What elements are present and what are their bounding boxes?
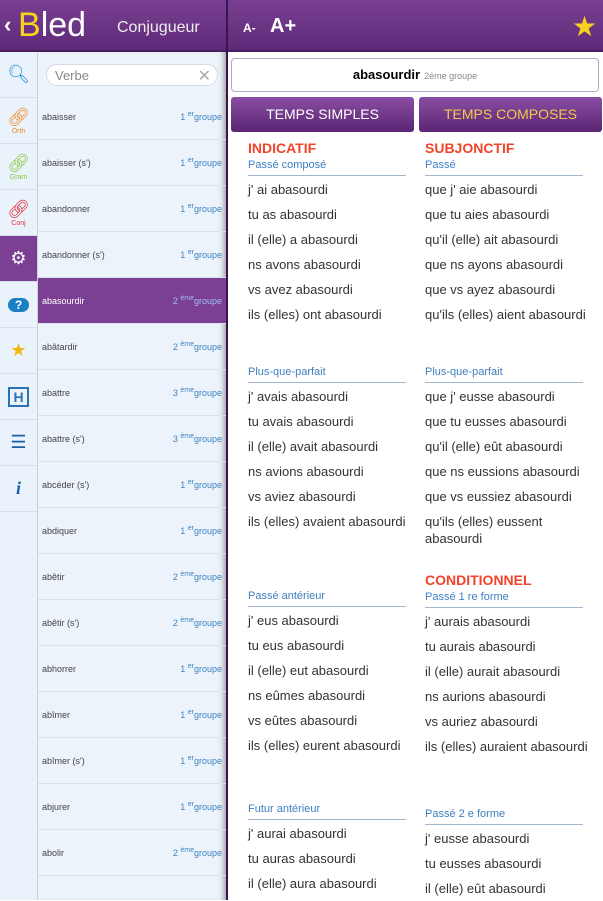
conjugation-line: tu eusses abasourdi	[425, 856, 542, 871]
verb-list-item[interactable]	[38, 416, 226, 462]
verb-group: 3 $^{ème}$groupe	[172, 387, 222, 398]
side-rail	[0, 52, 38, 900]
cloud-help-icon: ?	[8, 298, 29, 312]
conjugation-line: ns avions abasourdi	[248, 464, 364, 479]
conjugation-line: ns aurions abasourdi	[425, 689, 546, 704]
app-logo: Bled	[18, 6, 87, 44]
conjugation-line: ils (elles) ont abasourdi	[248, 307, 382, 322]
rail-favorites[interactable]	[0, 328, 37, 374]
verb-group: 1 $^{er}$groupe	[180, 479, 222, 490]
verb-group: 1 $^{er}$groupe	[180, 663, 222, 674]
conjugation-line: que ns ayons abasourdi	[425, 257, 564, 272]
verb-name: abêtir	[42, 571, 65, 582]
verb-list-item[interactable]	[38, 692, 226, 738]
verb-list-item[interactable]	[38, 600, 226, 646]
tense-section	[425, 808, 590, 901]
conjugation-line: tu aurais abasourdi	[425, 639, 536, 654]
clear-icon[interactable]: ✕	[197, 68, 211, 85]
info-icon: i	[15, 478, 21, 498]
verb-name: abattre	[42, 387, 71, 398]
verb-list-item[interactable]	[38, 324, 226, 370]
conjugation-line: qu'ils (elles) aient abasourdi	[425, 307, 586, 322]
conjugation-line: j' eusse abasourdi	[425, 831, 530, 846]
verb-group: 1 $^{er}$groupe	[180, 111, 222, 122]
verb-name: abolir	[42, 847, 65, 858]
increase-font-button[interactable]: A+	[270, 15, 297, 37]
link-icon: 🔗︎	[7, 152, 30, 173]
conjugation-line: que j' eusse abasourdi	[425, 389, 555, 404]
verb-name: abcéder (s')	[42, 479, 90, 490]
conjugation-line: ns eûmes abasourdi	[248, 688, 366, 703]
tense-label: Passé composé	[248, 159, 406, 176]
link-icon: 🔗︎	[7, 198, 30, 219]
tense-section	[248, 366, 413, 534]
app-title: Conjugueur	[117, 19, 200, 36]
verb-list-item[interactable]	[38, 94, 226, 140]
star-icon: ★	[10, 340, 27, 360]
verb-group: 1 $^{er}$groupe	[180, 525, 222, 536]
conjugation-line: vs aviez abasourdi	[248, 489, 356, 504]
pane-divider	[226, 0, 228, 900]
conjugation-line: j' aurai abasourdi	[248, 826, 347, 841]
verb-list-item[interactable]	[38, 278, 226, 324]
verb-name: abâtardir	[42, 341, 78, 352]
verb-group: 3 $^{ème}$groupe	[172, 433, 222, 444]
verb-list-item[interactable]	[38, 554, 226, 600]
tense-section	[425, 572, 590, 759]
h-icon: H	[8, 387, 28, 407]
rail-orth[interactable]: 🔗︎ Orth	[0, 98, 37, 144]
verb-name: abandonner	[42, 203, 91, 214]
tense-label: Plus-que-parfait	[425, 366, 583, 383]
verb-search-input[interactable]: Verbe ✕	[46, 64, 218, 86]
gears-icon: ⚙	[10, 248, 27, 268]
verb-group: 1 $^{er}$groupe	[180, 249, 222, 260]
decrease-font-button[interactable]: A-	[243, 21, 256, 35]
conjugation-line: ils (elles) eurent abasourdi	[248, 738, 401, 753]
conjugation-line: que tu aies abasourdi	[425, 207, 550, 222]
verb-list-item[interactable]	[38, 646, 226, 692]
verb-name: abêtir (s')	[42, 617, 80, 628]
verb-list-item[interactable]	[38, 140, 226, 186]
verb-name: abattre (s')	[42, 433, 85, 444]
verb-group: 1 $^{er}$groupe	[180, 801, 222, 812]
conjugation-line: que tu eusses abasourdi	[425, 414, 567, 429]
conjugation-line: ils (elles) auraient abasourdi	[425, 739, 588, 754]
verb-list-item[interactable]	[38, 738, 226, 784]
conjugation-line: tu avais abasourdi	[248, 414, 354, 429]
verb-name: abjurer	[42, 801, 71, 812]
verb-group: 1 $^{er}$groupe	[180, 709, 222, 720]
verb-name: abîmer	[42, 709, 71, 720]
verb-group: 2 $^{ème}$groupe	[172, 341, 222, 352]
conjugation-line: j' eus abasourdi	[248, 613, 339, 628]
verb-list-item[interactable]	[38, 784, 226, 830]
verb-group: 1 $^{er}$groupe	[180, 755, 222, 766]
tense-section	[248, 590, 413, 758]
tense-label: Passé 1 re forme	[425, 591, 583, 608]
conjugation-line: que vs ayez abasourdi	[425, 282, 556, 297]
favorite-star-icon[interactable]: ★	[572, 11, 598, 42]
search-icon: 🔍︎	[7, 64, 30, 84]
rail-list[interactable]	[0, 420, 37, 466]
mood-heading: INDICATIF	[248, 140, 317, 156]
verb-list-item[interactable]	[38, 232, 226, 278]
tense-label: Passé	[425, 159, 583, 176]
verb-name: abîmer (s')	[42, 755, 85, 766]
conjugation-line: j' ai abasourdi	[248, 182, 328, 197]
rail-settings[interactable]	[0, 236, 37, 282]
conjugation-line: il (elle) eut abasourdi	[248, 663, 369, 678]
verb-name: abasourdir	[42, 295, 85, 306]
mood-heading: SUBJONCTIF	[425, 140, 515, 156]
rail-conj[interactable]: 🔗︎ Conj	[0, 190, 37, 236]
rail-info[interactable]	[0, 466, 37, 512]
selected-verb: abasourdir 2ème groupe	[231, 58, 599, 92]
tense-label: Plus-que-parfait	[248, 366, 406, 383]
conjugation-line: ils (elles) avaient abasourdi	[248, 514, 406, 529]
conjugation-line: j' avais abasourdi	[248, 389, 349, 404]
conjugation-line: tu auras abasourdi	[248, 851, 356, 866]
conjugation-line: qu'il (elle) ait abasourdi	[425, 232, 559, 247]
link-icon: 🔗︎	[7, 106, 30, 127]
verb-group: 2 $^{ème}$groupe	[172, 847, 222, 858]
conjugation-line: tu as abasourdi	[248, 207, 337, 222]
rail-help[interactable]	[0, 282, 37, 328]
rail-h[interactable]	[0, 374, 37, 420]
conjugation-line: j' aurais abasourdi	[425, 614, 531, 629]
conjugation-line: vs avez abasourdi	[248, 282, 353, 297]
verb-list-item[interactable]	[38, 462, 226, 508]
tense-section	[248, 140, 413, 327]
conjugation-line: il (elle) aura abasourdi	[248, 876, 377, 891]
verb-list-item[interactable]	[38, 508, 226, 554]
tense-section	[248, 803, 413, 896]
verb-list-item[interactable]	[38, 186, 226, 232]
verb-group: 1 $^{er}$groupe	[180, 157, 222, 168]
verb-list-item[interactable]	[38, 830, 226, 876]
list-icon: ☰	[10, 432, 27, 452]
verb-group: 2 $^{ème}$groupe	[172, 617, 222, 628]
verb-name: abaisser	[42, 111, 77, 122]
verb-group: 2 $^{ème}$groupe	[172, 295, 222, 306]
conjugation-line: que ns eussions abasourdi	[425, 464, 580, 479]
tab-temps-simples[interactable]: TEMPS SIMPLES	[231, 97, 414, 132]
tense-label: Passé 2 e forme	[425, 808, 583, 825]
tense-label: Futur antérieur	[248, 803, 406, 820]
verb-group: 2 $^{ème}$groupe	[172, 571, 222, 582]
tense-label: Passé antérieur	[248, 590, 406, 607]
app-header	[0, 0, 603, 52]
conjugation-line: que vs eussiez abasourdi	[425, 489, 572, 504]
back-button[interactable]: ‹	[4, 12, 12, 37]
conjugation-line: il (elle) avait abasourdi	[248, 439, 379, 454]
mood-heading: CONDITIONNEL	[425, 572, 532, 588]
verb-name: abandonner (s')	[42, 249, 105, 260]
conjugation-line: que j' aie abasourdi	[425, 182, 538, 197]
conjugation-line: ns avons abasourdi	[248, 257, 361, 272]
conjugation-line: il (elle) aurait abasourdi	[425, 664, 561, 679]
conjugation-line: qu'il (elle) eût abasourdi	[425, 439, 563, 454]
conjugation-line: vs auriez abasourdi	[425, 714, 538, 729]
rail-gram[interactable]: 🔗︎ Gram	[0, 144, 37, 190]
conjugation-line: vs eûtes abasourdi	[248, 713, 358, 728]
tense-section	[425, 140, 590, 327]
conjugation-line: il (elle) eût abasourdi	[425, 881, 546, 896]
tab-temps-composes[interactable]: TEMPS COMPOSES	[419, 97, 602, 132]
verb-list	[38, 52, 226, 900]
rail-search[interactable]	[0, 52, 37, 98]
verb-name: abaisser (s')	[42, 157, 91, 168]
verb-name: abdiquer	[42, 525, 78, 536]
conjugation-line: tu eus abasourdi	[248, 638, 345, 653]
verb-group: 1 $^{er}$groupe	[180, 203, 222, 214]
tense-section	[425, 366, 590, 551]
verb-list-item[interactable]	[38, 370, 226, 416]
conjugation-line: qu'ils (elles) eussent abasourdi	[425, 514, 543, 546]
verb-name: abhorrer	[42, 663, 77, 674]
conjugation-line: il (elle) a abasourdi	[248, 232, 358, 247]
